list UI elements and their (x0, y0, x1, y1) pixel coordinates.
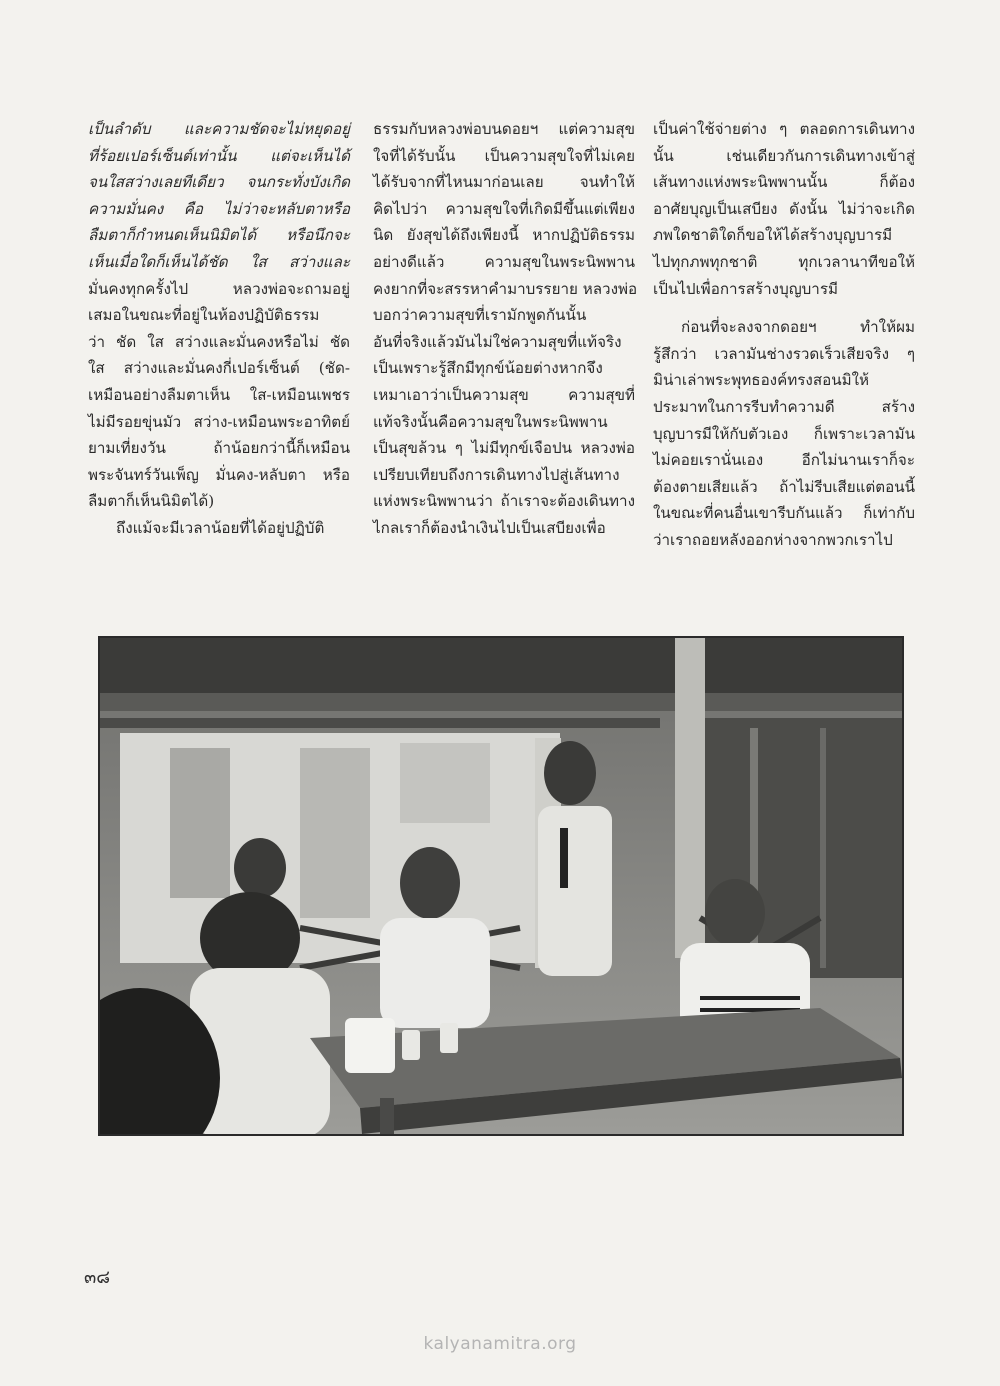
text-line: ก่อนที่จะลงจากดอยฯ ทำให้ผม (681, 318, 915, 337)
text-line: มั่นคงทุกครั้งไป หลวงพ่อจะถามอยู่ (88, 279, 350, 298)
text-line: เสมอในขณะที่อยู่ในห้องปฏิบัติธรรม (88, 306, 320, 325)
text-line: ที่ร้อยเปอร์เซ็นต์เท่านั้น แต่จะเห็นได้ (88, 146, 350, 165)
text-line: เห็นเมื่อใดก็เห็นได้ชัด ใส สว่างและ (88, 252, 350, 271)
text-line: คงยากที่จะสรรหาคำมาบรรยาย หลวงพ่อ (373, 279, 638, 298)
text-line: ว่าเราถอยหลังออกห่างจากพวกเราไป (653, 530, 893, 549)
text-column-1 (88, 116, 350, 542)
text-line: ใจที่ได้รับนั้น เป็นความสุขใจที่ไม่เคย (373, 146, 635, 165)
text-line: ความมั่นคง คือ ไม่ว่าจะหลับตาหรือ (88, 199, 350, 218)
text-line: ใส สว่างและมั่นคงกี่เปอร์เซ็นต์ (ชัด- (88, 359, 350, 378)
text-line: แห่งพระนิพพานว่า ถ้าเราจะต้องเดินทาง (373, 492, 635, 511)
text-line: ภพใดชาติใดก็ขอให้ได้สร้างบุญบารมี (653, 226, 893, 245)
text-line: ประมาทในการรีบทำความดี สร้าง (653, 397, 915, 416)
text-line: ไปทุกภพทุกชาติ ทุกเวลานาทีขอให้ (653, 252, 915, 271)
text-line: เป็นสุขล้วน ๆ ไม่มีทุกข์เจือปน หลวงพ่อ (373, 439, 635, 458)
text-line: เป็นเพราะรู้สึกมีทุกข์น้อยต่างหากจึง (373, 359, 603, 378)
text-column-3 (653, 116, 915, 554)
text-line: แท้จริงนั้นคือความสุขในพระนิพพาน (373, 412, 608, 431)
text-line: เป็นลำดับ และความชัดจะไม่หยุดอยู่ (88, 120, 350, 138)
text-line: ได้รับจากที่ไหนมาก่อนเลย จนทำให้ (373, 173, 635, 192)
text-line: ในขณะที่คนอื่นเขารีบกันแล้ว ก็เท่ากับ (653, 504, 915, 523)
text-line: ไม่คอยเรานั่นเอง อีกไม่นานเราก็จะ (653, 451, 915, 470)
text-line: นั้น เช่นเดียวกันการเดินทางเข้าสู่ (653, 146, 915, 165)
group-photo (98, 636, 904, 1136)
text-line: อาศัยบุญเป็นเสบียง ดังนั้น ไม่ว่าจะเกิด (653, 199, 915, 218)
footer-watermark: kalyanamitra.org (423, 1334, 577, 1354)
text-line: คิดไปว่า ความสุขใจที่เกิดมีขึ้นแต่เพียง (373, 199, 635, 218)
text-line: เป็นค่าใช้จ่ายต่าง ๆ ตลอดการเดินทาง (653, 120, 915, 138)
text-line: ไกลเราก็ต้องนำเงินไปเป็นเสบียงเพื่อ (373, 518, 606, 537)
text-line: พระจันทร์วันเพ็ญ มั่นคง-หลับตา หรือ (88, 465, 350, 484)
text-line: ธรรมกับหลวงพ่อบนดอยฯ แต่ความสุข (373, 120, 635, 138)
text-line: เส้นทางแห่งพระนิพพานนั้น ก็ต้อง (653, 173, 915, 192)
text-column-2 (373, 116, 638, 542)
text-line: ว่า ชัด ใส สว่างและมั่นคงหรือไม่ ชัด (88, 332, 350, 351)
text-line: ไม่มีรอยขุ่นมัว สว่าง-เหมือนพระอาทิตย์ (88, 412, 350, 431)
text-line: นิด ยังสุขได้ถึงเพียงนี้ หากปฏิบัติธรรม (373, 226, 635, 245)
text-line: ถึงแม้จะมีเวลาน้อยที่ได้อยู่ปฏิบัติ (116, 518, 325, 537)
text-line: เปรียบเทียบถึงการเดินทางไปสู่เส้นทาง (373, 465, 620, 484)
text-line: ลืมตาก็เห็นนิมิตได้) (88, 492, 215, 511)
text-line: มิน่าเล่าพระพุทธองค์ทรงสอนมิให้ (653, 371, 870, 390)
text-line: ยามเที่ยงวัน ถ้าน้อยกว่านี้ก็เหมือน (88, 439, 350, 458)
text-line: อันที่จริงแล้วมันไม่ใช่ความสุขที่แท้จริง (373, 332, 622, 351)
text-line: เป็นไปเพื่อการสร้างบุญบารมี (653, 279, 838, 298)
text-line: รู้สึกว่า เวลามันช่างรวดเร็วเสียจริง ๆ (653, 344, 915, 363)
text-line: เหมือนอย่างลืมตาเห็น ใส-เหมือนเพชร (88, 385, 350, 404)
text-line: อย่างดีแล้ว ความสุขในพระนิพพาน (373, 252, 635, 271)
text-line: บอกว่าความสุขที่เรามักพูดกันนั้น (373, 306, 587, 325)
text-line: ลืมตาก็กำหนดเห็นนิมิตได้ หรือนึกจะ (88, 226, 350, 245)
page-number: ๓๘ (84, 1267, 111, 1288)
text-line: เหมาเอาว่าเป็นความสุข ความสุขที่ (373, 385, 635, 404)
text-line: ต้องตายเสียแล้ว ถ้าไม่รีบเสียแต่ตอนนี้ (653, 477, 915, 496)
text-line: จนใสสว่างเลยทีเดียว จนกระทั่งบังเกิด (88, 173, 350, 192)
text-line: บุญบารมีให้กับตัวเอง ก็เพราะเวลามัน (653, 424, 915, 443)
